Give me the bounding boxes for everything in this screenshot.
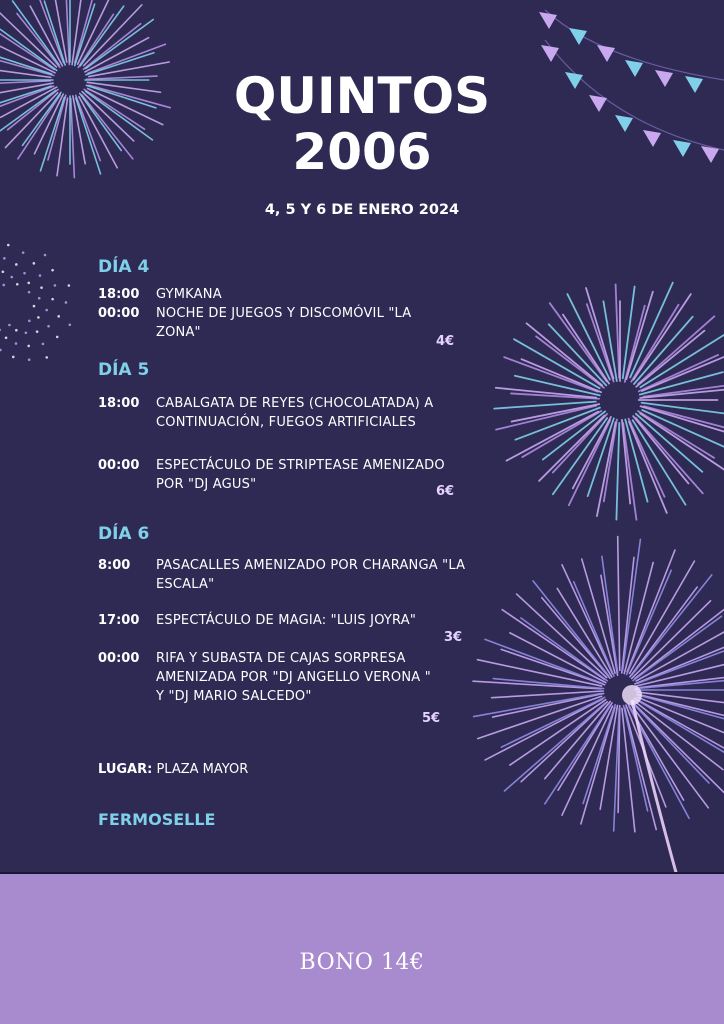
day-6-heading: DÍA 6 [98,524,150,544]
event-time: 00:00 [98,651,140,666]
title-line-1: QUINTOS [233,67,491,125]
sparkle-dot [65,301,68,304]
event-description: CABALGATA DE REYES (CHOCOLATADA) A CONTINUACIÓN, FUEGOS ARTIFICIALES [156,396,434,430]
sparkle-dot [12,356,15,359]
firework-ray [640,334,724,387]
sparkle-dot [25,331,28,334]
firework-ray [504,703,605,791]
sparkle-dot [45,309,48,312]
firework-ray [618,537,620,671]
sparkle-dot [27,345,30,348]
venue-label: LUGAR: [98,762,153,777]
sparkle-dot [3,257,6,260]
firework-ray [623,539,641,670]
sparkle-dot [8,324,11,327]
firework-ray [636,679,724,688]
event-price: 5€ [422,711,441,726]
venue-name: PLAZA MAYOR [156,762,249,777]
event-description: RIFA Y SUBASTA DE CAJAS SORPRESA AMENIZADA POR "DJ ANGELLO VERONA " Y "DJ MARIO SALCEDO" [156,651,431,704]
burst-core [622,685,642,705]
event-time: 18:00 [98,287,140,302]
sparkle-dot [28,291,31,294]
event-description: ESPECTÁCULO DE STRIPTEASE AMENIZADO POR "DJ AGUS" [156,458,445,492]
firework-right-bottom [473,537,724,832]
firework-ray [635,643,724,684]
bunting-flag [569,28,587,45]
sparkle-dot [15,342,18,345]
event-description: PASACALLES AMENIZADO POR CHARANGA "LA ESCALA" [156,558,466,592]
sparkle-dot [15,329,18,332]
sparkle-dot [28,358,31,361]
event-time: 8:00 [98,558,131,573]
firework-ray [66,0,69,64]
footer-band [0,872,724,1024]
event-price: 4€ [436,334,455,349]
sparkle-dot [47,325,50,328]
bunting-flag [597,45,615,62]
event-description: NOCHE DE JUEGOS Y DISCOMÓVIL "LA ZONA" [156,306,412,340]
sparkle-dot [40,286,43,289]
firework-ray [622,557,634,672]
event-time: 00:00 [98,306,140,321]
firework-ray [517,594,607,678]
firework-ray [634,703,724,794]
sparkle-dot [39,274,42,277]
sparkle-dot [69,324,72,327]
firework-ray [75,0,95,63]
sparkle-dot [22,251,25,254]
sparkle-dot [28,320,31,323]
sparkle-dot [42,343,45,346]
firework-ray [496,406,596,430]
firework-ray [604,420,617,502]
firework-ray [616,284,620,377]
event-price: 3€ [444,630,463,645]
firework-ray [627,570,672,674]
firework-ray [616,423,619,520]
sparkle-dot [36,330,39,333]
sparkle-dot [0,349,2,352]
sparkle-dot [38,297,41,300]
sparkle-dot [68,284,71,287]
event-price: 6€ [436,484,455,499]
sparkle-dot [0,329,1,332]
day-5-heading: DÍA 5 [98,360,150,380]
town-name: FERMOSELLE [98,810,216,829]
event-description: ESPECTÁCULO DE MAGIA: "LUIS JOYRA" [156,613,417,628]
sparkle-dot [56,336,59,339]
sparkle-dot [5,336,8,339]
event-time: 17:00 [98,613,140,628]
sparkle-dot [51,269,54,272]
bono-price: BONO 14€ [299,950,425,975]
sparkle-dot [37,316,40,319]
venue [98,762,248,777]
sparkle-dot [33,262,36,265]
firework-ray [632,601,711,679]
sparkle-dot [7,244,10,247]
sparkle-dot [16,283,19,286]
event-time: 18:00 [98,396,140,411]
sparkle-dot [23,272,26,275]
event-dates: 4, 5 Y 6 DE ENERO 2024 [264,202,460,218]
event-description: GYMKANA [156,287,222,302]
firework-right-middle [494,283,724,520]
firework-left-sparkle [0,244,71,363]
firework-ray [637,700,724,767]
day-4-heading: DÍA 4 [98,257,150,277]
firework-ray [633,616,721,680]
sparkle-dot [10,276,13,279]
sparkle-dot [2,270,5,273]
sparkle-dot [27,282,30,285]
firework-ray [601,575,618,675]
sparkle-dot [45,356,48,359]
sparkle-dot [54,284,57,287]
sparkle-dot [51,298,54,301]
bunting-flag [539,12,557,29]
sparkle-dot [33,305,36,308]
sparkle-dot [57,315,60,318]
title-line-2: 2006 [292,123,432,181]
sparkle-dot [2,284,5,287]
firework-ray [562,706,613,815]
sparkle-dot [15,263,18,266]
event-time: 00:00 [98,458,140,473]
sparkle-dot [44,254,47,257]
